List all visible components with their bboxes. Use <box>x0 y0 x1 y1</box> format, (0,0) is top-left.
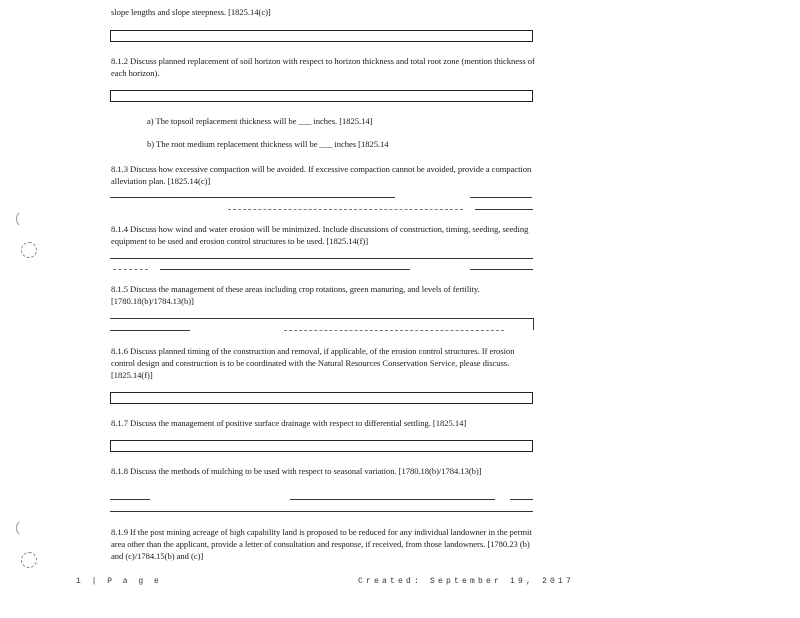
answer-box-816[interactable] <box>110 392 533 404</box>
answer-line[interactable] <box>110 511 533 512</box>
section-8-1-3-text: 8.1.3 Discuss how excessive compaction will be avoided. If excessive compaction cannot be avoided, provide a compaction alleviation plan. [1825.14(c)] <box>111 164 532 186</box>
section-8-1-8-text: 8.1.8 Discuss the methods of mulching to be used with respect to seasonal variation. [1780.18(b)/1784.13(b)] <box>111 466 482 476</box>
created-date: Created: September 19, 2017 <box>358 577 575 586</box>
answer-line[interactable] <box>110 258 533 259</box>
section-8-1-5-text: 8.1.5 Discuss the management of these areas including crop rotations, green manuring, and levels of fertility. [1780.18(b)/1784.13(b)] <box>111 284 480 306</box>
item-b-text: b) The root medium replacement thickness will be ___ inches [1825.14 <box>147 139 389 149</box>
binder-hole-icon <box>21 552 37 568</box>
binder-hole-icon <box>21 242 37 258</box>
binder-hole-icon <box>16 519 34 537</box>
section-8-1-2-text: 8.1.2 Discuss planned replacement of soil horizon with respect to horizon thickness and total root zone (mention thickness of each horizon). <box>111 56 535 78</box>
answer-box-812[interactable] <box>110 90 533 102</box>
section-8-1-6-text: 8.1.6 Discuss planned timing of the construction and removal, if applicable, of the erosion control structures. If erosion control design and construction is to be coordinated with the Natural Resources Conservation Service, please discuss. [1825.14(f)] <box>111 346 515 380</box>
binder-hole-icon <box>16 210 34 228</box>
item-a-text: a) The topsoil replacement thickness will be ___ inches. [1825.14] <box>147 116 373 126</box>
answer-line[interactable] <box>510 499 533 500</box>
answer-line[interactable] <box>110 318 533 319</box>
answer-line[interactable] <box>475 209 533 210</box>
section-8-1-4-text: 8.1.4 Discuss how wind and water erosion will be minimized. Include discussions of construction, timing, seeding, seeding equipment to be used and erosion control structures to be used. [1825.14(f)] <box>111 224 529 246</box>
answer-line <box>533 318 534 330</box>
answer-line[interactable] <box>110 499 150 500</box>
page-number: 1 | P a g e <box>76 577 162 586</box>
answer-line[interactable] <box>290 499 495 500</box>
answer-line[interactable] <box>228 209 463 210</box>
answer-box-811[interactable] <box>110 30 533 42</box>
answer-line[interactable] <box>470 269 533 270</box>
answer-line[interactable] <box>113 269 148 270</box>
answer-line[interactable] <box>160 269 410 270</box>
section-8-1-9-text: 8.1.9 If the post mining acreage of high capability land is proposed to be reduced for any individual landowner in the permit area other than the applicant, provide a letter of consultation and response, if received, from those landowners. [1780.23 (b) and (c)/1784.15(b) and (c)] <box>111 527 532 561</box>
answer-line[interactable] <box>110 197 395 198</box>
answer-line[interactable] <box>110 330 190 331</box>
answer-line[interactable] <box>284 330 504 331</box>
answer-line[interactable] <box>470 197 532 198</box>
answer-box-817[interactable] <box>110 440 533 452</box>
top-fragment-text: slope lengths and slope steepness. [1825.14(c)] <box>111 7 271 17</box>
section-8-1-7-text: 8.1.7 Discuss the management of positive surface drainage with respect to differential settling. [1825.14] <box>111 418 467 428</box>
